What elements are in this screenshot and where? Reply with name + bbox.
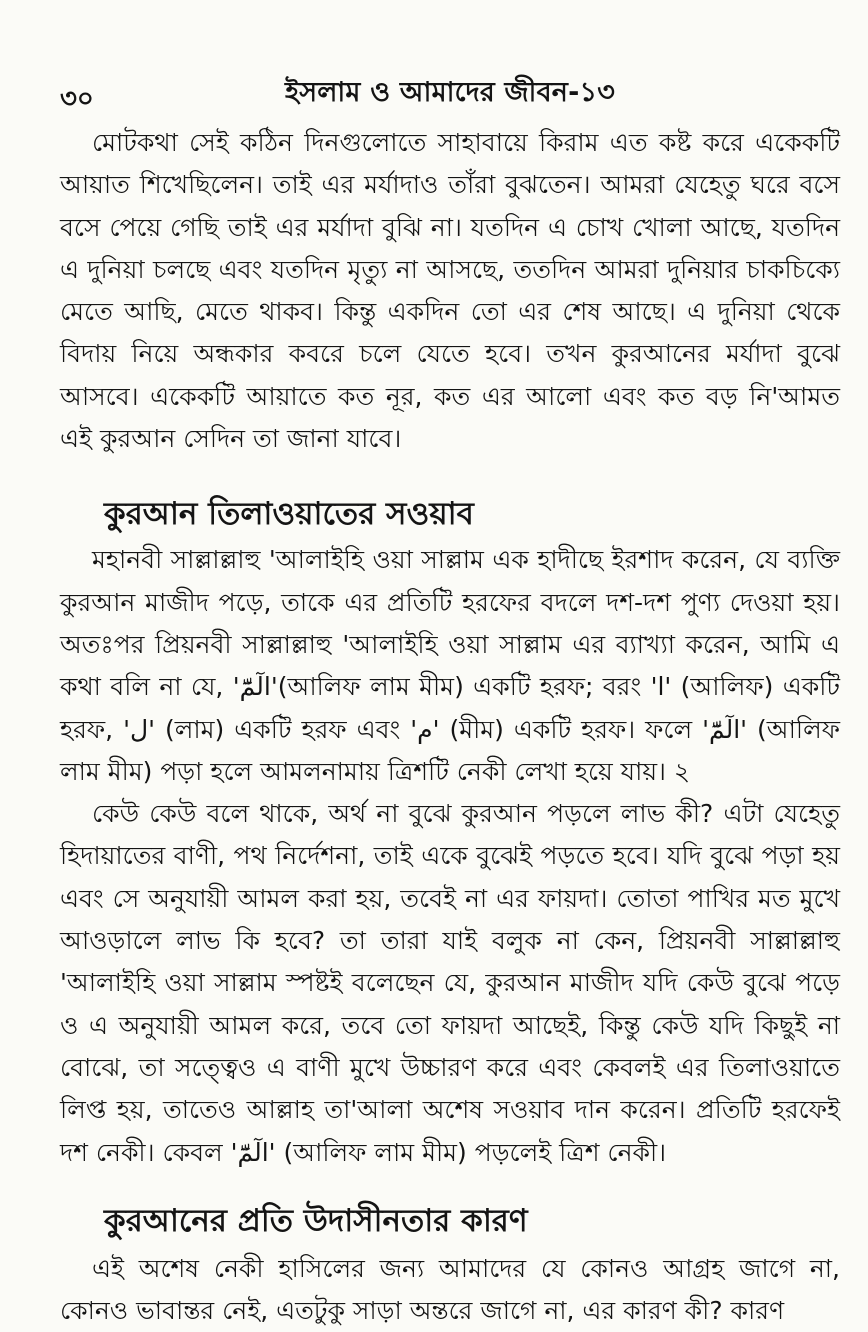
section-heading-indifference-reason: কুরআনের প্রতি উদাসীনতার কারণ [104,1202,528,1239]
paragraph-2: মহানবী সাল্লাল্লাহু 'আলাইহি ওয়া সাল্লাম এক হাদীছে ইরশাদ করেন, যে ব্যক্তি কুরআন মাজীদ পড়ে, তাকে এর প্রতিটি হরফের বদলে দশ-দশ পুণ্য দেওয়া হয়। অতঃপর প্রিয়নবী সাল্লাল্লাহু 'আলাইহি ওয়া সাল্লাম এর ব্যাখ্যা করেন, আমি এ কথা বলি না যে, 'الٓمّٓ'(আলিফ লাম মীম) একটি হরফ; বরং 'ا' (আলিফ) একটি হরফ, 'ل' (লাম) একটি হরফ এবং 'م' (মীম) একটি হরফ। ফলে 'الٓمّٓ' (আলিফ লাম মীম) পড়া হলে আমলনামায় ত্রিশটি নেকী লেখা হয়ে যায়। ২ [60,545,840,786]
running-title: ইসলাম ও আমাদের জীবন-১৩ [285,77,615,108]
page-number: ৩০ [60,84,94,114]
paragraph-1: মোটকথা সেই কঠিন দিনগুলোতে সাহাবায়ে কিরাম এত কষ্ট করে একেকটি আয়াত শিখেছিলেন। তাই এর মর্যাদাও তাঁরা বুঝতেন। আমরা যেহেতু ঘরে বসে বসে পেয়ে গেছি তাই এর মর্যাদা বুঝি না। যতদিন এ চোখ খোলা আছে, যতদিন এ দুনিয়া চলছে এবং যতদিন মৃত্যু না আসছে, ততদিন আমরা দুনিয়ার চাকচিক্যে মেতে আছি, মেতে থাকব। কিন্তু একদিন তো এর শেষ আছে। এ দুনিয়া থেকে বিদায় নিয়ে অন্ধকার কবরে চলে যেতে হবে। তখন কুরআনের মর্যাদা বুঝে আসবে। একেকটি আয়াতে কত নূর, কত এর আলো এবং কত বড় নি'আমত এই কুরআন সেদিন তা জানা যাবে। [60,128,840,454]
page-header [60,72,840,112]
page-body [60,122,840,1332]
paragraph-4: এই অশেষ নেকী হাসিলের জন্য আমাদের যে কোনও আগ্রহ জাগে না, কোনও ভাবান্তর নেই, এতটুকু সাড়া অন্তরে জাগে না, এর কারণ কী? কারণ [60,1253,840,1326]
section-heading-quran-recitation-reward: কুরআন তিলাওয়াতের সওয়াব [104,496,474,533]
paragraph-3: কেউ কেউ বলে থাকে, অর্থ না বুঝে কুরআন পড়লে লাভ কী? এটা যেহেতু হিদায়াতের বাণী, পথ নির্দেশনা, তাই একে বুঝেই পড়তে হবে। যদি বুঝে পড়া হয় এবং সে অনুযায়ী আমল করা হয়, তবেই না এর ফায়দা। তোতা পাখির মত মুখে আওড়ালে লাভ কি হবে? তা তারা যাই বলুক না কেন, প্রিয়নবী সাল্লাল্লাহু 'আলাইহি ওয়া সাল্লাম স্পষ্টই বলেছেন যে, কুরআন মাজীদ যদি কেউ বুঝে পড়ে ও এ অনুযায়ী আমল করে, তবে তো ফায়দা আছেই, কিন্তু কেউ যদি কিছুই না বোঝে, তা সত্ত্বেও এ বাণী মুখে উচ্চারণ করে এবং কেবলই এর তিলাওয়াতে লিপ্ত হয়, তাতেও আল্লাহ তা'আলা অশেষ সওয়াব দান করেন। প্রতিটি হরফেই দশ নেকী। কেবল 'الٓمّٓ' (আলিফ লাম মীম) পড়লেই ত্রিশ নেকী। [60,799,840,1167]
